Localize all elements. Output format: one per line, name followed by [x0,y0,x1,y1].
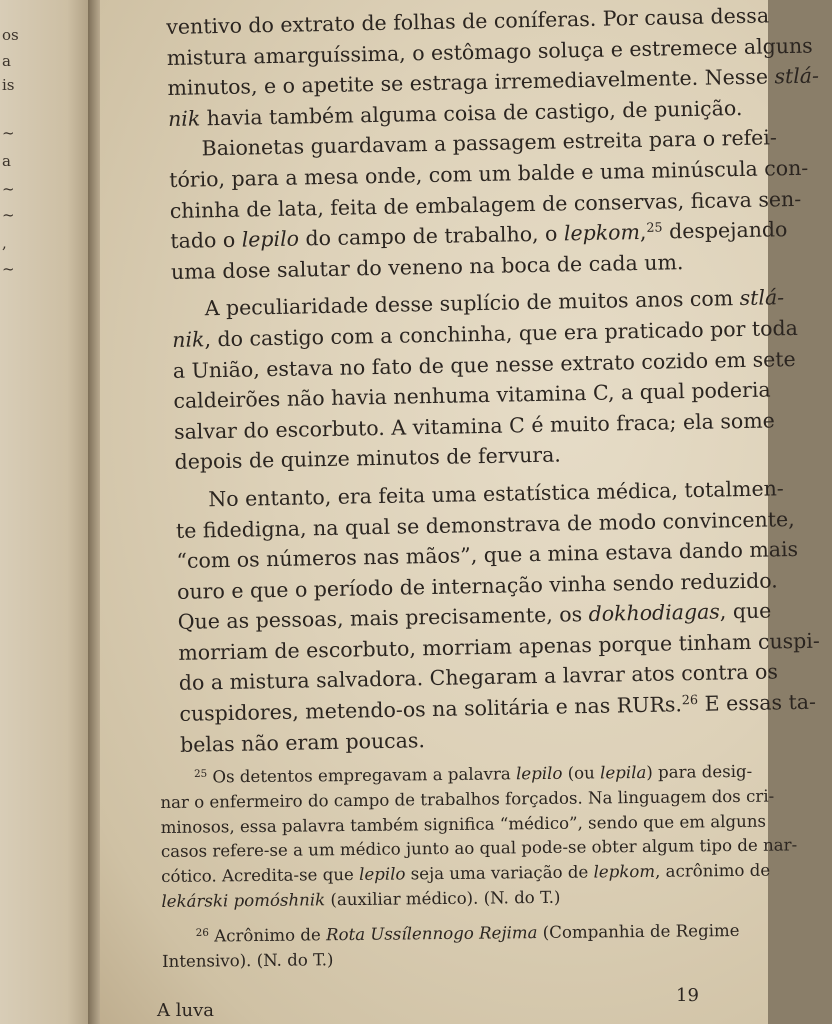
text-run: uma dose salutar do veneno na boca de cada um. [170,249,684,284]
left-page-fragment: a [2,152,11,170]
paragraph [175,475,820,760]
text-run: seja uma variação de [405,862,594,884]
left-page-fragment: a [2,52,11,70]
left-page-edge [0,0,96,1024]
text-run: do a mistura salvadora. Chegaram a lavrar atos contra os [178,659,779,696]
footnote-25 [160,760,798,914]
text-run: (Companhia de Regime [537,920,740,942]
text-run: , que [719,598,772,624]
text-run: ventivo do extrato de folhas de coníferas. Por causa dessa [166,3,770,39]
text-run: salvar do escorbuto. A vitamina C é muito fraca; ela some [173,408,776,444]
footnote-ref-25[interactable]: 25 [646,219,663,235]
text-run: , [639,219,647,245]
text-run: A peculiaridade desse suplício de muitos anos com [204,286,740,321]
text-run: a União, estava no fato de que nesse extrato cozido em sete [172,346,796,383]
text-run: belas não eram poucas. [179,727,426,757]
text-run: Os detentos empregavam a palavra [207,764,517,787]
left-page-fragment: os [2,26,19,44]
text-run: morriam de escorbuto, morriam apenas porque tinham cuspi- [178,628,820,665]
book-page [100,0,820,1024]
footnote-number: 25 [194,767,208,780]
text-run: , do castigo com a conchinha, que era praticado por toda [204,315,799,352]
italic-term: lepila [599,762,647,783]
text-run: tório, para a mesa onde, com um balde e uma minúscula con- [168,155,809,192]
text-run: Acrônimo de [208,925,327,946]
left-page-fragment: , [2,234,7,252]
footnotes [160,760,798,974]
italic-term: dokhodiagas [588,599,721,627]
text-run: tado o [170,227,242,254]
running-head: A luva [157,1000,214,1021]
text-run: do campo de trabalho, o [298,221,565,251]
italic-term: lepilo [241,226,300,252]
text-run: Baionetas guardavam a passagem estreita para o refei- [201,125,778,161]
paragraph [171,284,799,478]
text-run: (ou [562,763,601,783]
text-run: cótico. Acredita-se que [161,865,360,887]
italic-term: lepilo [515,763,563,784]
footnote-number: 26 [195,926,209,939]
paragraph [166,2,820,135]
text-run: nar o enfermeiro do campo de trabalhos forçados. Na linguagem dos cri- [160,786,775,812]
text-line [162,944,702,974]
text-run: chinha de lata, feita de embalagem de conservas, ficava sen- [169,186,802,223]
text-run: minosos, essa palavra também significa “médico”, sendo que em alguns [160,811,767,837]
text-run: ) para desig- [646,761,753,782]
italic-term: nik [172,327,205,352]
text-run: despejando [662,217,788,244]
italic-term: stlá- [774,63,820,89]
text-run: (auxiliar médico). (N. do T.) [325,887,561,910]
text-run: havia também alguma coisa de castigo, de punição. [200,95,743,131]
left-page-fragment: ~ [2,180,15,198]
left-page-fragment: ~ [2,124,15,142]
text-run: casos refere-se a um médico junto ao qual pode-se obter algum tipo de nar- [160,835,798,862]
italic-term: stlá- [739,285,785,311]
italic-term: Rota Ussílennogo Rejima [325,922,538,945]
body-text [166,2,820,760]
text-run: , acrônimo de [654,860,771,882]
text-run: Que as pessoas, mais precisamente, os [177,602,589,635]
text-run: Intensivo). (N. do T.) [161,949,334,971]
italic-term: lekárski pomóshnik [161,890,326,911]
paragraph [168,124,809,287]
text-run: cuspidores, metendo-os na solitária e nas RURs. [179,692,683,726]
footnote-ref-26[interactable]: 26 [681,691,699,708]
left-page-fragment: ~ [2,260,15,278]
left-page-fragment: is [2,76,15,94]
italic-term: lepkom [563,220,641,246]
text-run: ouro e que o período de internação vinha sendo reduzido. [176,568,778,604]
text-run: No entanto, era feita uma estatística médica, totalmen- [208,476,784,512]
text-run: te fidedigna, na qual se demonstrava de modo convincente, [175,506,795,543]
text-run: minutos, e o apetite se estraga irremediavelmente. Nesse [167,64,775,101]
italic-term: nik [167,106,201,131]
page-number: 19 [676,985,699,1006]
italic-term: lepilo [359,864,406,885]
left-page-fragment: ~ [2,206,15,224]
text-run: caldeirões não havia nenhuma vitamina C, a qual poderia [173,377,771,414]
text-run: “com os números nas mãos”, que a mina estava dando mais [176,537,799,573]
text-run: mistura amarguíssima, o estômago soluça e estremece alguns [166,33,813,70]
footnote-26 [161,919,740,974]
italic-term: lepkom [593,862,656,882]
text-run: E essas ta- [697,689,817,716]
text-run: depois de quinze minutos de fervura. [174,442,562,475]
